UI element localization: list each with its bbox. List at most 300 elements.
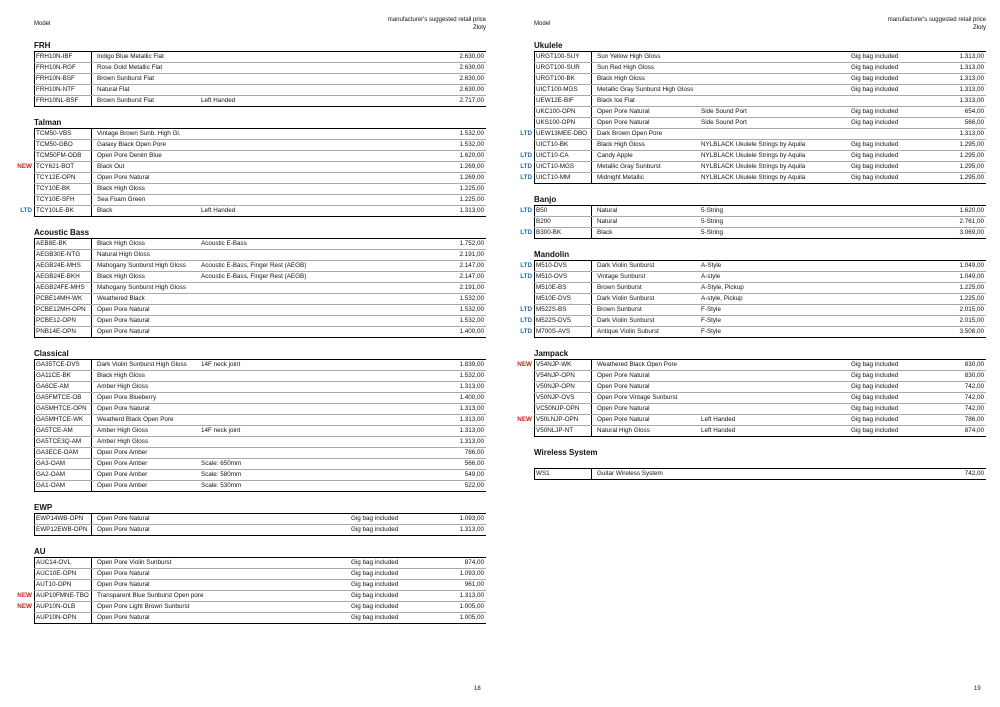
finish-description: Dark Violin Sunburst xyxy=(597,295,655,302)
finish-description: Natural xyxy=(597,218,618,225)
page-header xyxy=(34,16,486,36)
retail-price: 1.269,00 xyxy=(459,174,484,181)
table-row xyxy=(34,392,486,403)
accessory-note: Gig bag included xyxy=(851,141,899,148)
model-code: PNB14E-OPN xyxy=(34,327,92,337)
retail-price: 2.630,00 xyxy=(459,75,484,82)
table-row xyxy=(17,590,486,601)
table-row xyxy=(34,293,486,304)
table-row xyxy=(534,392,986,403)
table-row xyxy=(34,172,486,183)
finish-description: Open Pore Natural xyxy=(597,372,650,379)
table-row xyxy=(534,52,986,62)
accessory-note: Gig bag included xyxy=(851,405,899,412)
model-code: B200 xyxy=(534,217,592,227)
model-code: EWP14WB-OPN xyxy=(34,514,92,524)
retail-price: 1.532,00 xyxy=(459,372,484,379)
retail-price: 1.225,00 xyxy=(959,295,984,302)
table-row xyxy=(34,579,486,590)
feature-note: 14F neck joint xyxy=(201,427,241,434)
model-code: GA35TCE-DVS xyxy=(34,360,92,370)
finish-description: Open Pore Natural xyxy=(97,306,150,313)
model-code: TCY621-BOT xyxy=(34,162,92,172)
table-row xyxy=(34,239,486,249)
model-code: URGT100-SUY xyxy=(534,52,592,62)
finish-description: Open Pore Natural xyxy=(97,405,150,412)
finish-description: Open Pore Natural xyxy=(597,416,650,423)
retail-price: 1.225,00 xyxy=(959,284,984,291)
model-code: VC50NJP-OPN xyxy=(534,404,592,414)
ltd-badge: LTD xyxy=(520,229,532,236)
finish-description: Open Pore Natural xyxy=(597,119,650,126)
price-table xyxy=(520,260,986,338)
price-table xyxy=(17,128,486,217)
finish-description: Sun Red High Gloss xyxy=(597,64,655,71)
finish-description: Dark Violin Sunburst xyxy=(597,317,655,324)
retail-price: 2.761,00 xyxy=(959,218,984,225)
retail-price: 2.630,00 xyxy=(459,53,484,60)
model-code: FRH10N-NTF xyxy=(34,85,92,95)
price-table xyxy=(517,359,986,437)
accessory-note: Gig bag included xyxy=(851,416,899,423)
table-row xyxy=(34,360,486,370)
table-row xyxy=(34,425,486,436)
model-code: UKC100-OPN xyxy=(534,107,592,117)
accessory-note: Gig bag included xyxy=(351,515,399,522)
finish-description: Amber High Gloss xyxy=(97,427,149,434)
retail-price: 1.313,00 xyxy=(459,207,484,214)
price-table xyxy=(520,51,986,184)
model-code: TCY10E-SFH xyxy=(34,195,92,205)
ltd-badge: LTD xyxy=(520,328,532,335)
price-list-content xyxy=(14,41,484,624)
retail-price: 1.313,00 xyxy=(459,383,484,390)
model-code: AUC10E-OPN xyxy=(34,569,92,579)
model-code: B300-BK xyxy=(534,228,592,238)
section-title: Talman xyxy=(34,118,62,127)
retail-price: 1.532,00 xyxy=(459,130,484,137)
feature-note: 5-String xyxy=(701,218,724,225)
retail-price: 1.225,00 xyxy=(459,185,484,192)
feature-note: A-style xyxy=(701,273,721,280)
price-table xyxy=(520,205,986,239)
finish-description: Open Pore Natural xyxy=(97,581,150,588)
table-row xyxy=(34,260,486,271)
retail-price: 1.313,00 xyxy=(459,592,484,599)
feature-note: 14F neck joint xyxy=(201,361,241,368)
section-spacer xyxy=(514,239,984,250)
feature-note: NYLBLACK Ukulele Strings by Aquila xyxy=(701,163,806,170)
feature-note: Acoustic E-Bass, Finger Rest (AEGB) xyxy=(201,262,307,269)
model-column-label: Model xyxy=(534,21,551,27)
model-code: GA6CE-AM xyxy=(34,382,92,392)
finish-description: Brown Sunburst Flat xyxy=(97,97,155,104)
price-list-page-left xyxy=(14,0,484,707)
table-row xyxy=(34,139,486,150)
price-label-line-1: manufacturer's suggested retail price xyxy=(387,17,486,23)
section-spacer xyxy=(514,184,984,195)
retail-price: 2.015,00 xyxy=(959,306,984,313)
retail-price: 1.752,00 xyxy=(459,240,484,247)
table-row xyxy=(34,524,486,535)
ltd-badge: LTD xyxy=(520,130,532,137)
feature-note: F-Style xyxy=(701,328,721,335)
retail-price: 742,00 xyxy=(964,405,984,412)
finish-description: Black Out xyxy=(97,163,125,170)
table-row xyxy=(34,52,486,62)
retail-price: 1.295,00 xyxy=(959,163,984,170)
retail-price: 2.717,00 xyxy=(459,97,484,104)
model-code: M522S-DVS xyxy=(534,316,592,326)
finish-description: Black High Gloss xyxy=(97,240,145,247)
retail-price: 549,00 xyxy=(464,471,484,478)
finish-description: Candy Apple xyxy=(597,152,633,159)
table-row xyxy=(520,128,986,139)
table-row xyxy=(34,381,486,392)
price-list-content xyxy=(514,41,984,480)
retail-price: 1.313,00 xyxy=(459,405,484,412)
price-label-line-1: manufacturer's suggested retail price xyxy=(887,17,986,23)
table-row xyxy=(34,129,486,139)
retail-price: 1.313,00 xyxy=(959,97,984,104)
finish-description: Open Pore Natural xyxy=(97,317,150,324)
table-row xyxy=(517,414,986,425)
feature-note: Left Handed xyxy=(201,207,236,214)
price-column-label xyxy=(888,16,986,32)
retail-price: 1.049,00 xyxy=(959,273,984,280)
accessory-note: Gig bag included xyxy=(351,592,399,599)
price-table xyxy=(34,513,486,536)
retail-price: 1.313,00 xyxy=(959,130,984,137)
model-code: FRH10N-RGF xyxy=(34,63,92,73)
model-code: TCY10E-BK xyxy=(34,184,92,194)
model-code: UEW13MEE-DBO xyxy=(534,129,592,139)
model-code: GA3-OAM xyxy=(34,459,92,469)
retail-price: 1.532,00 xyxy=(459,306,484,313)
table-row xyxy=(520,326,986,337)
model-code: PCBE12MH-OPN xyxy=(34,305,92,315)
feature-note: NYLBLACK Ukulele Strings by Aquila xyxy=(701,152,806,159)
section-title: Banjo xyxy=(534,195,557,204)
finish-description: Open Pore Amber xyxy=(97,471,148,478)
table-row xyxy=(34,315,486,326)
table-row xyxy=(520,172,986,183)
retail-price: 1.005,00 xyxy=(459,603,484,610)
table-row xyxy=(534,139,986,150)
finish-description: Open Pore Amber xyxy=(97,460,148,467)
table-row xyxy=(520,227,986,238)
finish-description: Transparent Blue Sunburst Open pore xyxy=(97,592,204,599)
finish-description: Sea Foam Green xyxy=(97,196,146,203)
model-code: AEB8E-BK xyxy=(34,239,92,249)
retail-price: 1.620,00 xyxy=(959,207,984,214)
feature-note: Left Handed xyxy=(701,416,736,423)
retail-price: 1.005,00 xyxy=(459,614,484,621)
retail-price: 1.225,00 xyxy=(459,196,484,203)
finish-description: Black High Gloss xyxy=(97,273,145,280)
model-code: UICT10-BK xyxy=(534,140,592,150)
retail-price: 1.295,00 xyxy=(959,174,984,181)
model-code: UICT10-CA xyxy=(534,151,592,161)
table-row xyxy=(20,205,486,216)
finish-description: Natural xyxy=(597,207,618,214)
feature-note: NYLBLACK Ukulele Strings by Aquila xyxy=(701,141,806,148)
feature-note: 5-String xyxy=(701,229,724,236)
table-row xyxy=(17,161,486,172)
model-code: GA5MHTCE-WK xyxy=(34,415,92,425)
section-spacer xyxy=(14,107,484,118)
table-row xyxy=(34,458,486,469)
retail-price: 1.313,00 xyxy=(459,416,484,423)
finish-description: Black High Gloss xyxy=(97,372,145,379)
accessory-note: Gig bag included xyxy=(351,603,399,610)
table-row xyxy=(34,95,486,106)
model-code: GA1-OAM xyxy=(34,481,92,491)
table-row xyxy=(34,558,486,568)
feature-note: A-style, Pickup xyxy=(701,295,743,302)
finish-description: Galaxy Black Open Pore xyxy=(97,141,166,148)
finish-description: Mahogany Sunburst High Gloss xyxy=(97,262,186,269)
retail-price: 1.313,00 xyxy=(459,438,484,445)
model-code: AEGB24E-BKH xyxy=(34,272,92,282)
section-spacer xyxy=(14,338,484,349)
model-code: AEGB30E-NTG xyxy=(34,250,92,260)
table-row xyxy=(534,216,986,227)
finish-description: Rose Gold Metallic Flat xyxy=(97,64,163,71)
table-row xyxy=(34,403,486,414)
table-row xyxy=(534,73,986,84)
model-code: AEGB24E-MHS xyxy=(34,261,92,271)
finish-description: Amber High Gloss xyxy=(97,438,149,445)
feature-note: 5-String xyxy=(701,207,724,214)
model-code: AUC14-OVL xyxy=(34,558,92,568)
model-code: WS1 xyxy=(534,469,592,479)
retail-price: 1.313,00 xyxy=(959,86,984,93)
retail-price: 786,00 xyxy=(464,449,484,456)
accessory-note: Gig bag included xyxy=(851,394,899,401)
section-spacer xyxy=(514,338,984,349)
table-row xyxy=(520,206,986,216)
retail-price: 2.191,00 xyxy=(459,251,484,258)
section-title: Classical xyxy=(34,349,69,358)
table-row xyxy=(34,370,486,381)
retail-price: 742,00 xyxy=(964,383,984,390)
retail-price: 1.532,00 xyxy=(459,295,484,302)
table-row xyxy=(534,62,986,73)
model-code: M700S-AVS xyxy=(534,327,592,337)
section-title: Jampack xyxy=(534,349,569,358)
table-row xyxy=(34,447,486,458)
model-code: M510-DVS xyxy=(534,261,592,271)
model-code: PCBE14MH-WK xyxy=(34,294,92,304)
finish-description: Sun Yellow High Gloss xyxy=(597,53,661,60)
model-code: M510-OVS xyxy=(534,272,592,282)
section-title: AU xyxy=(34,547,46,556)
finish-description: Brown Sunburst xyxy=(597,306,642,313)
retail-price: 1.532,00 xyxy=(459,317,484,324)
table-row xyxy=(534,293,986,304)
feature-note: F-Style xyxy=(701,306,721,313)
model-code: GA2-OAM xyxy=(34,470,92,480)
table-row xyxy=(17,601,486,612)
accessory-note: Gig bag included xyxy=(851,119,899,126)
finish-description: Metallic Gray Sunburst High Gloss xyxy=(597,86,694,93)
feature-note: Side Sound Port xyxy=(701,119,747,126)
model-code: GA5TCE-AM xyxy=(34,426,92,436)
finish-description: Guitar Wireless System xyxy=(597,470,663,477)
table-row xyxy=(534,403,986,414)
table-row xyxy=(534,282,986,293)
table-row xyxy=(520,161,986,172)
model-code: AUP10N-OLB xyxy=(34,602,92,612)
section-title: Mandolin xyxy=(534,250,570,259)
table-row xyxy=(34,568,486,579)
section-title: Acoustic Bass xyxy=(34,228,90,237)
ltd-badge: LTD xyxy=(520,207,532,214)
retail-price: 566,00 xyxy=(964,119,984,126)
finish-description: Black Ice Flat xyxy=(597,97,635,104)
finish-description: Dark Brown Open Pore xyxy=(597,130,663,137)
retail-price: 874,00 xyxy=(964,427,984,434)
model-code: URGT100-SUR xyxy=(534,63,592,73)
new-badge: NEW xyxy=(17,163,32,170)
retail-price: 2.630,00 xyxy=(459,64,484,71)
table-row xyxy=(520,261,986,271)
accessory-note: Gig bag included xyxy=(351,614,399,621)
finish-description: Brown Sunburst xyxy=(597,284,642,291)
retail-price: 1.049,00 xyxy=(959,262,984,269)
finish-description: Open Pore Amber xyxy=(97,482,148,489)
model-code: V54NJP-WK xyxy=(534,360,592,370)
model-code: TCM50-VBS xyxy=(34,129,92,139)
retail-price: 1.313,00 xyxy=(959,75,984,82)
accessory-note: Gig bag included xyxy=(851,108,899,115)
table-row xyxy=(34,282,486,293)
table-row xyxy=(34,249,486,260)
table-row xyxy=(34,612,486,623)
finish-description: Natural High Gloss xyxy=(597,427,650,434)
retail-price: 874,00 xyxy=(464,559,484,566)
accessory-note: Gig bag included xyxy=(851,174,899,181)
retail-price: 1.400,00 xyxy=(459,328,484,335)
finish-description: Open Pore Violin Sunburst xyxy=(97,559,172,566)
finish-description: Vintage Brown Sunb. High Gl. xyxy=(97,130,181,137)
finish-description: Open Pore Natural xyxy=(597,383,650,390)
new-badge: NEW xyxy=(517,361,532,368)
model-code: GA5FMTCE-OB xyxy=(34,393,92,403)
finish-description: Open Pore Natural xyxy=(97,515,150,522)
price-table xyxy=(534,468,986,480)
finish-description: Black High Gloss xyxy=(97,185,145,192)
feature-note: Scale: 530mm xyxy=(201,482,242,489)
section-title: Ukulele xyxy=(534,41,563,50)
table-row xyxy=(534,469,986,479)
model-code: TCY10LE-BK xyxy=(34,206,92,216)
accessory-note: Gig bag included xyxy=(351,559,399,566)
price-table xyxy=(34,359,486,492)
retail-price: 3.069,00 xyxy=(959,229,984,236)
finish-description: Open Pore Vintage Sunburst xyxy=(597,394,678,401)
model-code: GA11CE-BK xyxy=(34,371,92,381)
table-row xyxy=(517,360,986,370)
finish-description: Open Pore Blueberry xyxy=(97,394,157,401)
model-code: AUP10FMNE-TBO xyxy=(34,591,92,601)
model-code: URGT100-BK xyxy=(534,74,592,84)
model-code: GA5MHTCE-OPN xyxy=(34,404,92,414)
new-badge: NEW xyxy=(17,592,32,599)
ltd-badge: LTD xyxy=(520,317,532,324)
model-code: PCBE12-OPN xyxy=(34,316,92,326)
price-label-line-2: Złoty xyxy=(972,25,986,31)
finish-description: Open Pore Natural xyxy=(97,328,150,335)
retail-price: 786,00 xyxy=(964,416,984,423)
model-code: TCY12E-OPN xyxy=(34,173,92,183)
feature-note: F-Style xyxy=(701,317,721,324)
finish-description: Open Pore Denim Blue xyxy=(97,152,162,159)
table-row xyxy=(534,425,986,436)
feature-note: NYLBLACK Ukulele Strings by Aquila xyxy=(701,174,806,181)
finish-description: Brown Sunburst Flat xyxy=(97,75,155,82)
finish-description: Weathered Black Open Pore xyxy=(597,361,678,368)
model-code: GA3ECE-OAM xyxy=(34,448,92,458)
retail-price: 961,00 xyxy=(464,581,484,588)
accessory-note: Gig bag included xyxy=(351,581,399,588)
finish-description: Open Pore Natural xyxy=(97,614,150,621)
retail-price: 1.093,00 xyxy=(459,515,484,522)
table-row xyxy=(520,315,986,326)
table-row xyxy=(34,304,486,315)
model-code: V50LNJP-OPN xyxy=(534,415,592,425)
feature-note: Left Handed xyxy=(201,97,236,104)
retail-price: 2.015,00 xyxy=(959,317,984,324)
finish-description: Natural Flat xyxy=(97,86,130,93)
model-code: UEW12E-BIF xyxy=(534,96,592,106)
finish-description: Open Pore Amber xyxy=(97,449,148,456)
price-table xyxy=(34,51,486,107)
model-code: EWP12EWB-OPN xyxy=(34,525,92,535)
retail-price: 1.295,00 xyxy=(959,141,984,148)
retail-price: 742,00 xyxy=(964,470,984,477)
accessory-note: Gig bag included xyxy=(851,75,899,82)
ltd-badge: LTD xyxy=(520,273,532,280)
model-code: FRH10NL-BSF xyxy=(34,96,92,106)
ltd-badge: LTD xyxy=(520,163,532,170)
feature-note: Side Sound Port xyxy=(701,108,747,115)
price-table xyxy=(17,557,486,624)
accessory-note: Gig bag included xyxy=(851,361,899,368)
table-row xyxy=(34,326,486,337)
model-code: AUT10-OPN xyxy=(34,580,92,590)
model-code: AUP10N-OPN xyxy=(34,613,92,623)
feature-note: Scale: 650mm xyxy=(201,460,242,467)
model-code: M510E-BS xyxy=(534,283,592,293)
table-row xyxy=(534,370,986,381)
new-badge: NEW xyxy=(517,416,532,423)
finish-description: Open Pore Natural xyxy=(597,108,650,115)
table-row xyxy=(534,381,986,392)
model-code: UICT10-MM xyxy=(534,173,592,183)
retail-price: 1.313,00 xyxy=(959,53,984,60)
feature-note: Scale: 580mm xyxy=(201,471,242,478)
accessory-note: Gig bag included xyxy=(851,64,899,71)
ltd-badge: LTD xyxy=(520,262,532,269)
model-code: UKS100-OPN xyxy=(534,118,592,128)
finish-description: Open Pore Natural xyxy=(597,405,650,412)
accessory-note: Gig bag included xyxy=(851,372,899,379)
finish-description: Amber High Gloss xyxy=(97,383,149,390)
finish-description: Open Pore Light Brown Sunburst xyxy=(97,603,190,610)
accessory-note: Gig bag included xyxy=(851,53,899,60)
